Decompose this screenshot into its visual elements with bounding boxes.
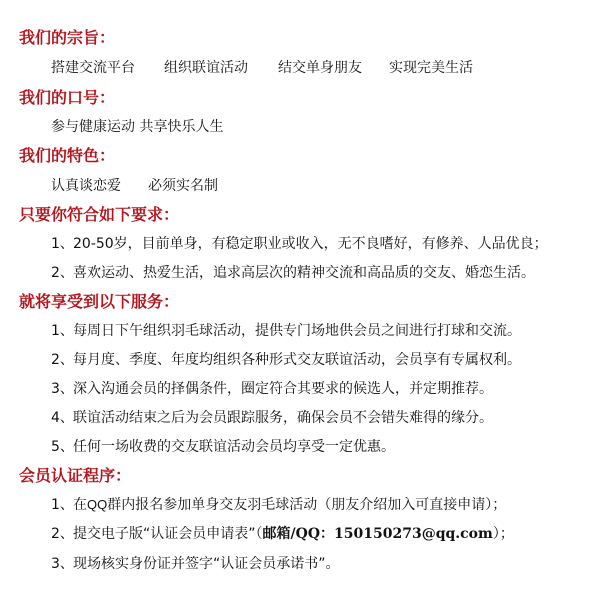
item-text: 20-50岁，目前单身，有稳定职业或收入，无不良嗜好，有修养、人品优良； [73,236,548,252]
features-heading: 我们的特色： [19,146,116,165]
step-text-pre: 在 [73,497,87,513]
item-number: 1、 [51,497,74,513]
slogan-heading: 我们的口号： [19,88,116,107]
service-item [51,438,395,456]
item-number: 2、 [51,265,74,281]
item-number: 3、 [51,556,74,572]
qq-label: QQ [87,497,108,512]
certification-heading: 会员认证程序： [19,466,132,485]
item-text: 任何一场收费的交友联谊活动会员均享受一定优惠。 [73,439,395,455]
service-item [51,322,521,340]
requirement-item [51,235,548,253]
item-number: 4、 [51,410,74,426]
certification-step [51,555,340,573]
item-number: 2、 [51,526,74,542]
step-text: 现场核实身份证并签字“认证会员承诺书”。 [73,556,340,572]
item-text: 深入沟通会员的择偶条件，圈定符合其要求的候选人，并定期推荐。 [73,381,493,397]
item-number: 5、 [51,439,74,455]
feature-item: 认真谈恋爱 [51,178,121,194]
contact-info: 邮箱/QQ：150150273@qq.com [262,526,493,542]
service-item [51,380,493,398]
item-text: 联谊活动结束之后为会员跟踪服务，确保会员不会错失难得的缘分。 [73,410,493,426]
step-text-post: ）； [492,526,514,542]
item-text: 每周日下午组织羽毛球活动，提供专门场地供会员之间进行打球和交流。 [73,323,521,339]
item-number: 1、 [51,323,74,339]
requirements-heading: 只要你符合如下要求： [19,205,180,224]
services-heading: 就将享受到以下服务： [19,292,180,311]
step-text-pre: 提交电子版“认证会员申请表”（ [73,526,263,542]
requirement-item [51,264,535,282]
mission-item: 搭建交流平台 [51,60,135,76]
item-text: 每月度、季度、年度均组织各种形式交友联谊活动，会员享有专属权利。 [73,352,521,368]
mission-item: 实现完美生活 [389,60,473,76]
certification-step [51,496,506,514]
mission-item: 组织联谊活动 [164,60,248,76]
item-number: 2、 [51,352,74,368]
step-text-post: 群内报名参加单身交友羽毛球活动（朋友介绍加入可直接申请）； [107,497,507,513]
certification-step [51,525,514,543]
service-item [51,351,521,369]
item-number: 1、 [51,236,74,252]
item-text: 喜欢运动、热爱生活，追求高层次的精神交流和高品质的交友、婚恋生活。 [73,265,535,281]
slogan-text: 参与健康运动 共享快乐人生 [51,119,224,135]
mission-item: 结交单身朋友 [278,60,362,76]
service-item [51,409,493,427]
item-number: 3、 [51,381,74,397]
feature-item: 必须实名制 [148,178,218,194]
mission-heading: 我们的宗旨： [19,28,116,47]
